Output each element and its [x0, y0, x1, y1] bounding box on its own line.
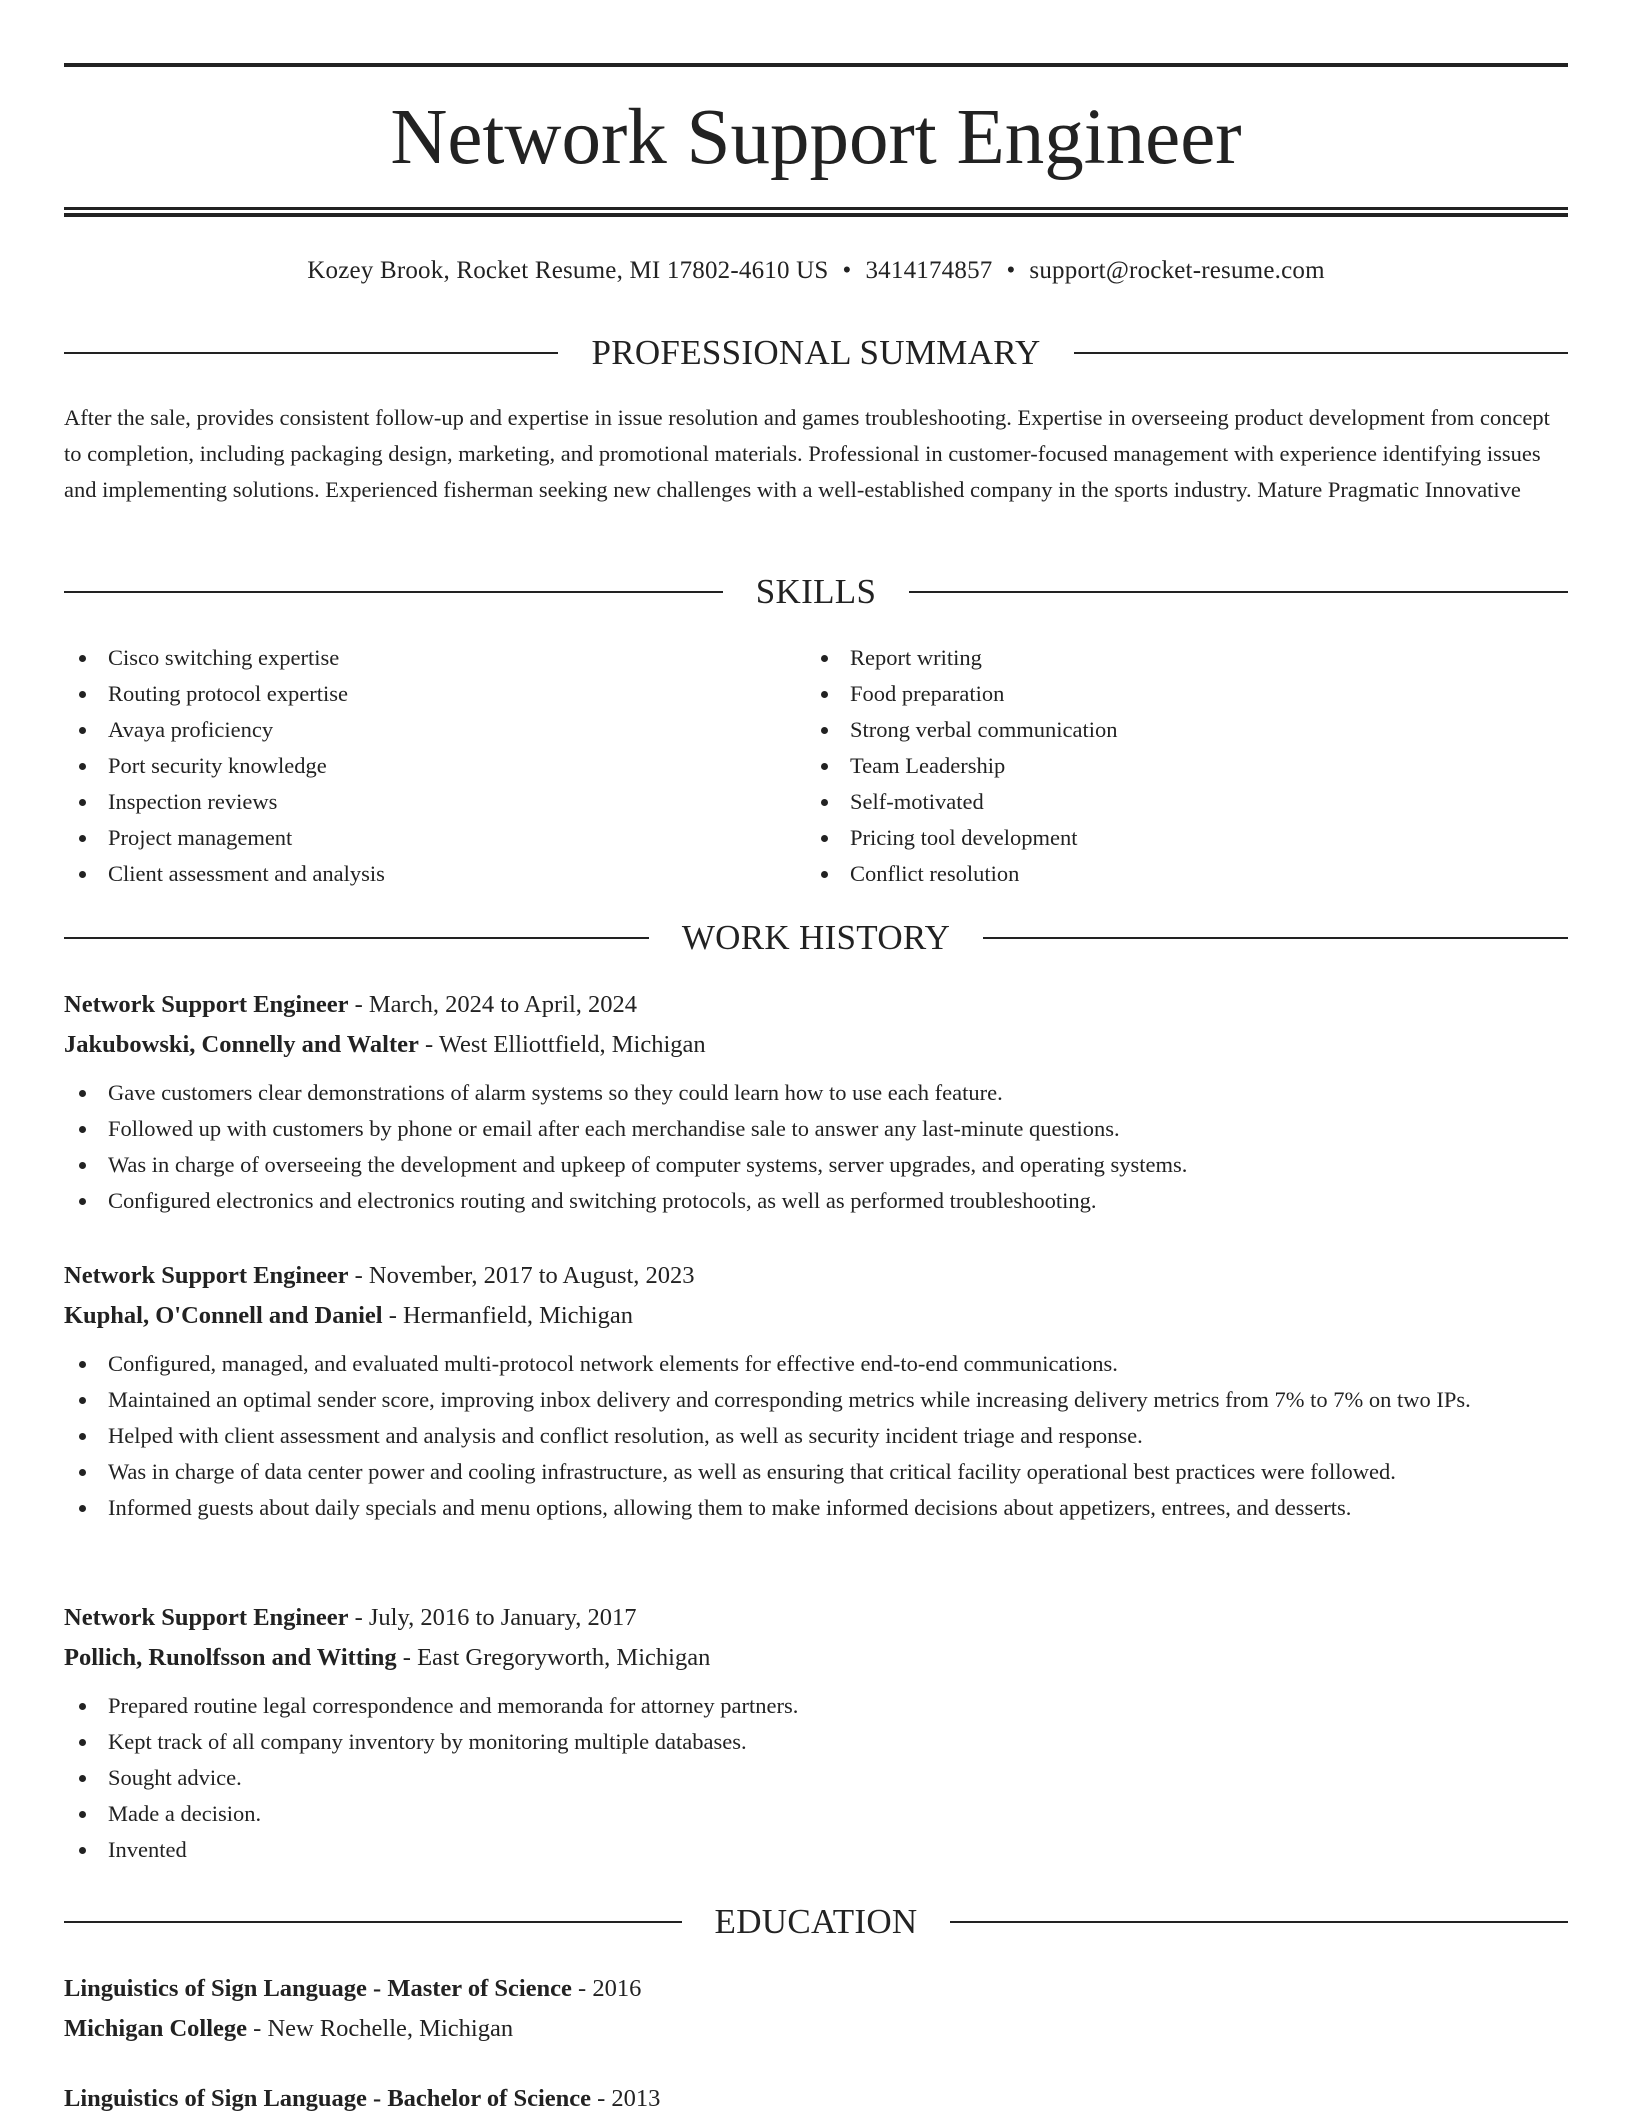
job-bullet: Was in charge of data center power and cooling infrastructure, as well as ensuring that critical facility operational best practices were followed.: [64, 1454, 1568, 1490]
section-heading-education: [64, 1900, 1568, 1944]
job-bullet: Sought advice.: [64, 1760, 1568, 1796]
job-entry: [64, 1256, 1568, 1526]
education-school-line: [64, 2009, 1568, 2049]
heading-rule: [64, 352, 558, 354]
contact-line: [64, 254, 1568, 288]
job-dates: - November, 2017 to August, 2023: [348, 1262, 695, 1289]
heading-rule: [64, 591, 723, 593]
heading-rule: [909, 591, 1568, 593]
skill-item: Pricing tool development: [806, 820, 1506, 856]
job-location: - West Elliottfield, Michigan: [418, 1031, 706, 1058]
section-title: SKILLS: [755, 572, 877, 611]
section-title: PROFESSIONAL SUMMARY: [591, 333, 1041, 372]
job-bullet: Informed guests about daily specials and menu options, allowing them to make informed decisions about appetizers, entrees, and desserts.: [64, 1490, 1568, 1526]
education-location: - New Rochelle, Michigan: [247, 2015, 514, 2042]
education-year: - 2013: [591, 2085, 661, 2112]
resume-title: Network Support Engineer: [390, 94, 1242, 181]
job-company: Jakubowski, Connelly and Walter: [64, 1031, 419, 1058]
section-heading-summary: [64, 331, 1568, 375]
job-bullet: Configured electronics and electronics routing and switching protocols, as well as performed troubleshooting.: [64, 1183, 1568, 1219]
job-bullet: Followed up with customers by phone or email after each merchandise sale to answer any last-minute questions.: [64, 1111, 1568, 1147]
job-bullet: Maintained an optimal sender score, improving inbox delivery and corresponding metrics while increasing delivery metrics from 7% to 7% on two IPs.: [64, 1382, 1568, 1418]
job-location: - East Gregoryworth, Michigan: [396, 1644, 711, 1671]
job-title: Network Support Engineer: [64, 1604, 349, 1631]
section-heading-work: [64, 916, 1568, 960]
job-dates: - July, 2016 to January, 2017: [348, 1604, 637, 1631]
education-entry: [64, 2079, 1568, 2119]
heading-rule: [64, 937, 649, 939]
job-bullet: Kept track of all company inventory by monitoring multiple databases.: [64, 1724, 1568, 1760]
job-entry: [64, 985, 1568, 1219]
summary-text: After the sale, provides consistent follow-up and expertise in issue resolution and games troubleshooting. Expertise in overseeing product development from concept to completion, including packaging design, marketing, and promotional materials. Professional in customer-focused management with experience identifying issues and implementing solutions. Experienced fisherman seeking new challenges with a well-established company in the sports industry. Mature Pragmatic Innovative: [64, 405, 1550, 502]
heading-rule: [64, 1921, 682, 1923]
skill-item: Team Leadership: [806, 748, 1506, 784]
skills-list-right: [806, 640, 1506, 892]
job-title-line: [64, 1598, 1568, 1638]
heading-rule: [983, 937, 1568, 939]
job-company: Kuphal, O'Connell and Daniel: [64, 1302, 383, 1329]
section-title: EDUCATION: [714, 1902, 918, 1941]
job-title: Network Support Engineer: [64, 1262, 349, 1289]
education-degree-line: [64, 1969, 1568, 2009]
job-bullet: Invented: [64, 1832, 1568, 1868]
contact-separator: •: [1006, 257, 1016, 284]
section-title: WORK HISTORY: [681, 918, 951, 957]
job-dates: - March, 2024 to April, 2024: [348, 991, 638, 1018]
contact-email: support@rocket-resume.com: [1029, 257, 1325, 284]
skill-item: Routing protocol expertise: [64, 676, 764, 712]
title-double-rule: [64, 207, 1568, 217]
job-company: Pollich, Runolfsson and Witting: [64, 1644, 397, 1671]
skill-item: Cisco switching expertise: [64, 640, 764, 676]
section-heading-skills: [64, 570, 1568, 614]
education-year: - 2016: [571, 1975, 642, 2002]
skill-item: Inspection reviews: [64, 784, 764, 820]
job-title-line: [64, 985, 1568, 1025]
job-bullets: [64, 1688, 1568, 1868]
job-bullets: [64, 1075, 1568, 1219]
education-entry: [64, 1969, 1568, 2049]
skill-item: Conflict resolution: [806, 856, 1506, 892]
job-title: Network Support Engineer: [64, 991, 349, 1018]
education-degree: Linguistics of Sign Language - Bachelor of Science: [64, 2085, 592, 2112]
skill-item: Food preparation: [806, 676, 1506, 712]
contact-address: Kozey Brook, Rocket Resume, MI 17802-4610 US: [307, 257, 829, 284]
contact-separator: •: [842, 257, 852, 284]
skill-item: Client assessment and analysis: [64, 856, 764, 892]
top-rule: [64, 63, 1568, 67]
contact-phone: 3414174857: [865, 257, 993, 284]
skill-item: Port security knowledge: [64, 748, 764, 784]
job-company-line: [64, 1025, 1568, 1065]
education-degree-line: [64, 2079, 1568, 2119]
skills-list-left: [64, 640, 764, 892]
job-company-line: [64, 1296, 1568, 1336]
skill-item: Avaya proficiency: [64, 712, 764, 748]
job-title-line: [64, 1256, 1568, 1296]
skill-item: Self-motivated: [806, 784, 1506, 820]
job-bullet: Was in charge of overseeing the development and upkeep of computer systems, server upgrades, and operating systems.: [64, 1147, 1568, 1183]
skill-item: Project management: [64, 820, 764, 856]
job-bullets: [64, 1346, 1568, 1526]
education-degree: Linguistics of Sign Language - Master of Science: [64, 1975, 572, 2002]
job-bullet: Helped with client assessment and analysis and conflict resolution, as well as security incident triage and response.: [64, 1418, 1568, 1454]
job-bullet: Configured, managed, and evaluated multi-protocol network elements for effective end-to-end communications.: [64, 1346, 1568, 1382]
job-company-line: [64, 1638, 1568, 1678]
heading-rule: [950, 1921, 1568, 1923]
job-entry: [64, 1598, 1568, 1868]
heading-rule: [1074, 352, 1568, 354]
education-school: Michigan College: [64, 2015, 248, 2042]
job-location: - Hermanfield, Michigan: [382, 1302, 633, 1329]
job-bullet: Prepared routine legal correspondence and memoranda for attorney partners.: [64, 1688, 1568, 1724]
job-bullet: Made a decision.: [64, 1796, 1568, 1832]
skill-item: Report writing: [806, 640, 1506, 676]
job-bullet: Gave customers clear demonstrations of alarm systems so they could learn how to use each feature.: [64, 1075, 1568, 1111]
skill-item: Strong verbal communication: [806, 712, 1506, 748]
